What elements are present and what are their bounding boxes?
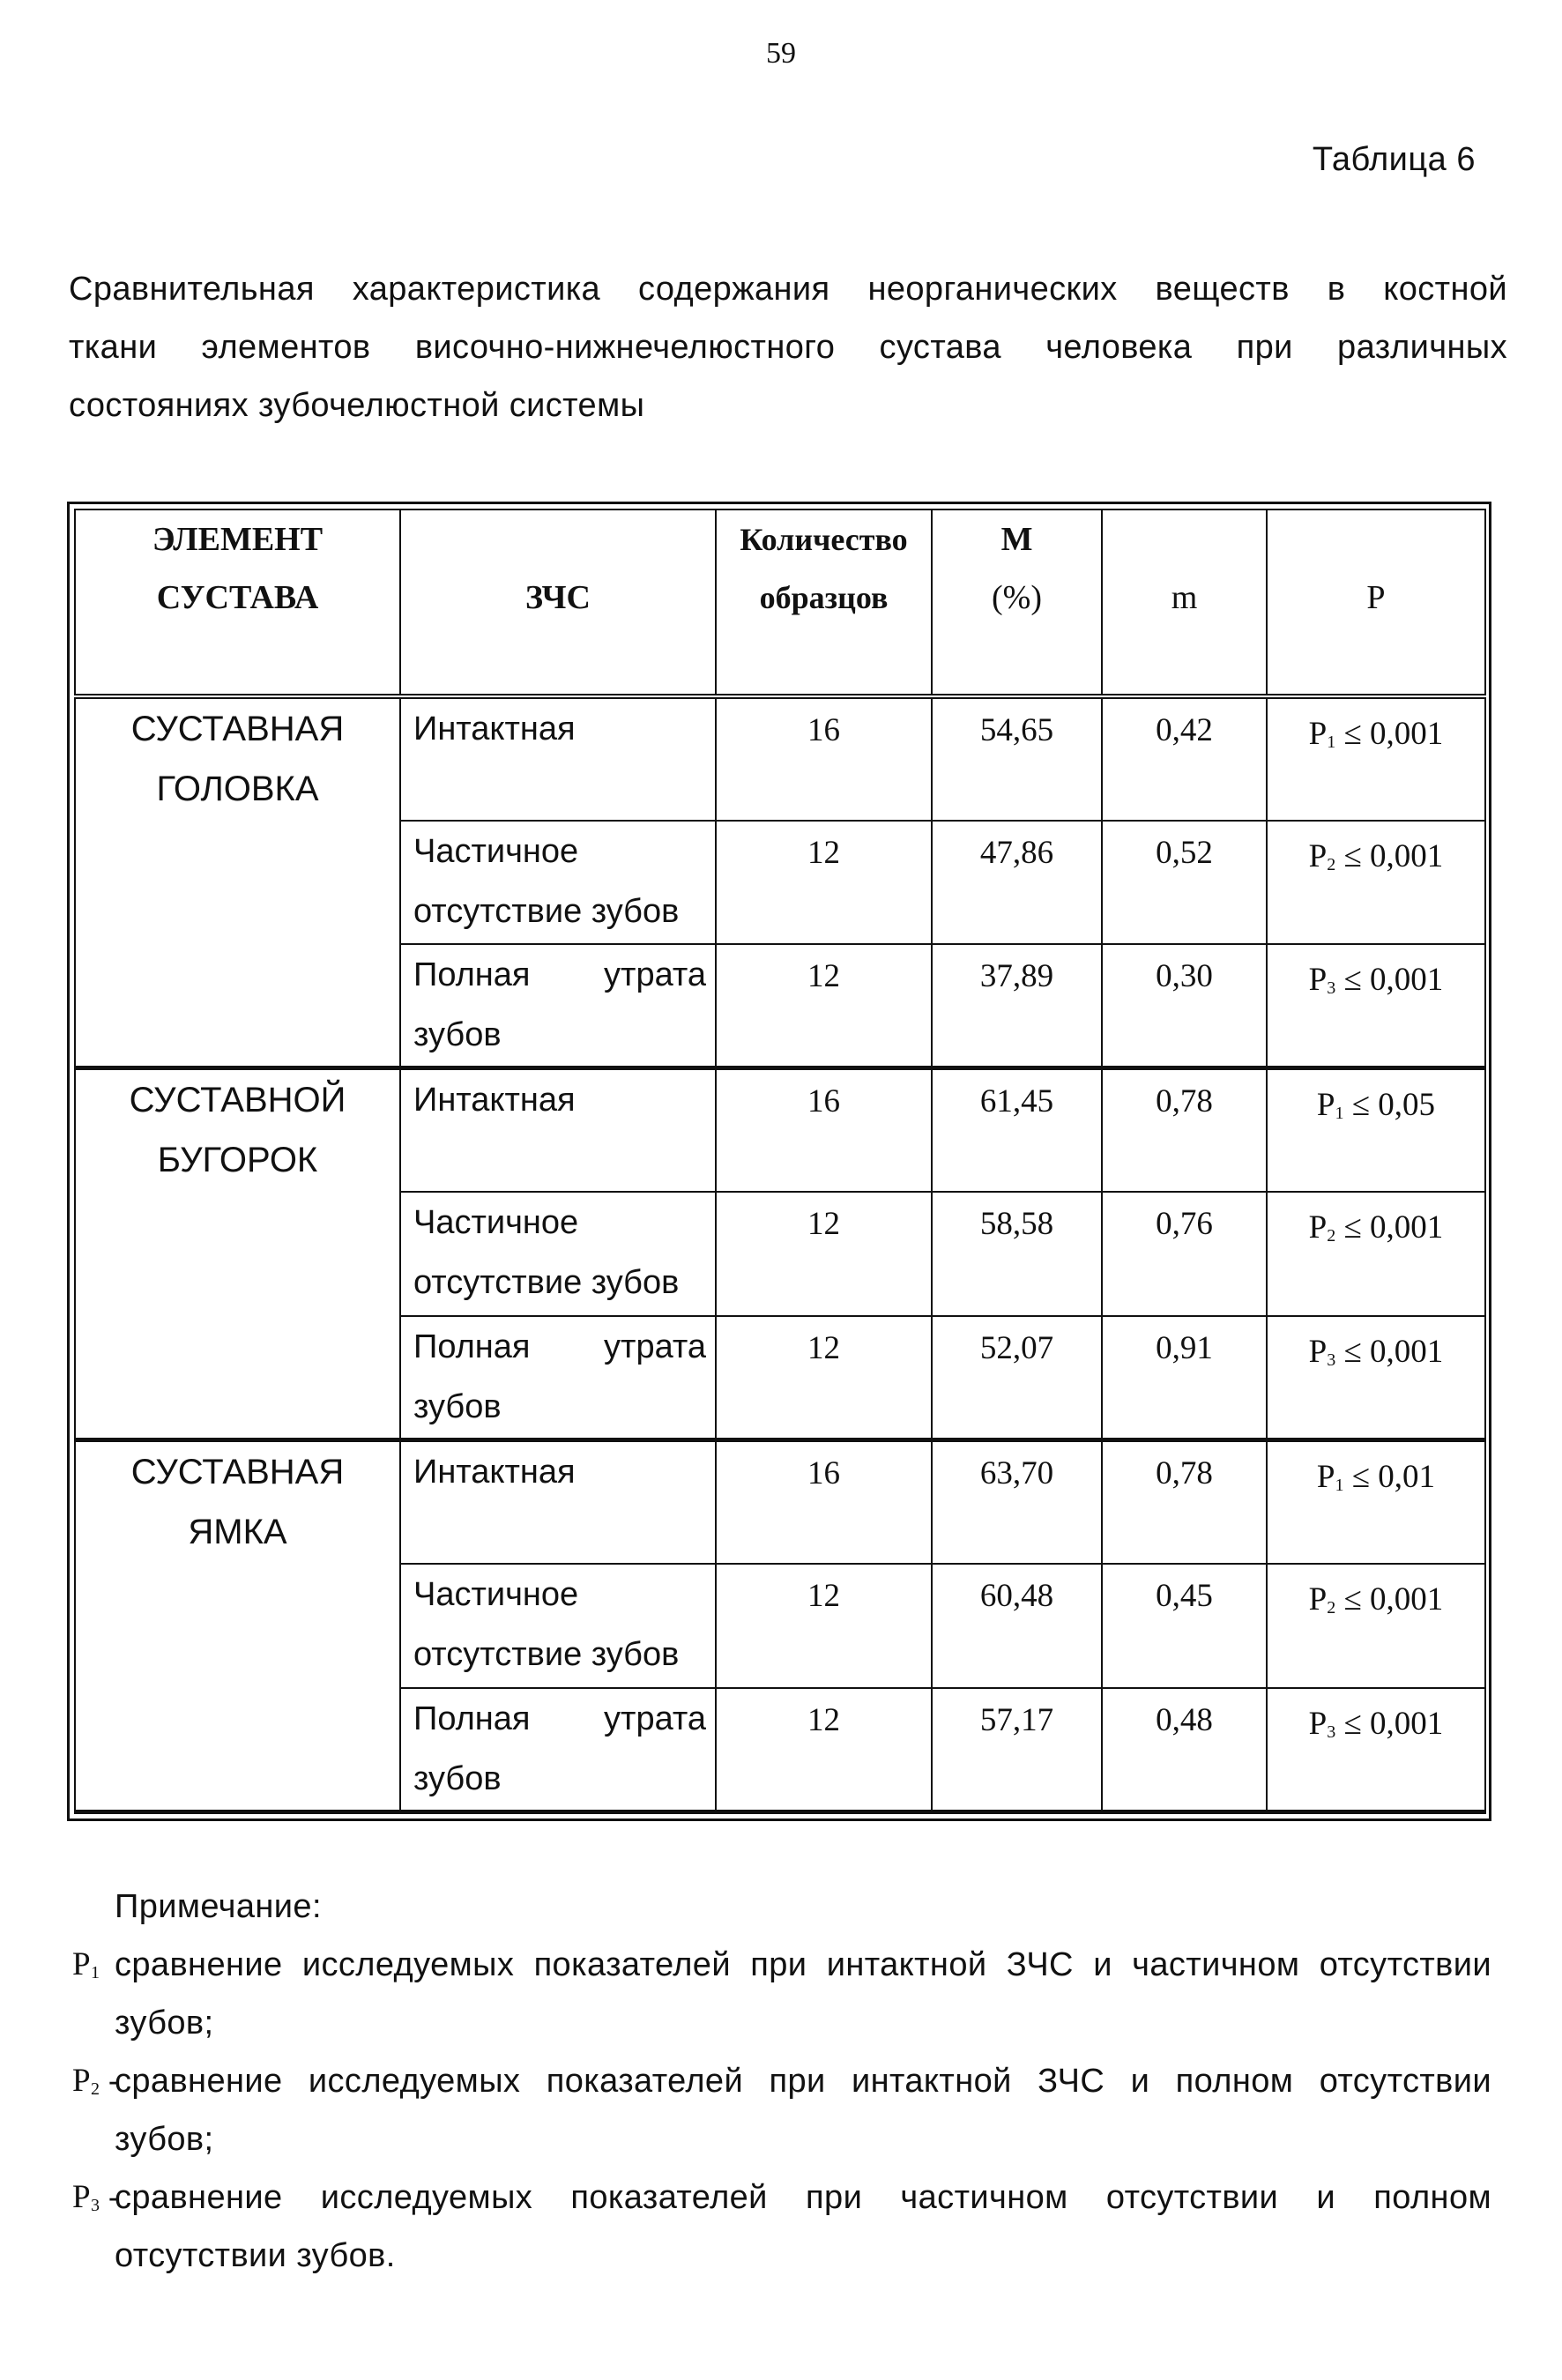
note-label: $Р_1$ [72, 1946, 100, 1982]
table-row [75, 1440, 1485, 1564]
count-cell: 16 [716, 696, 932, 820]
m-cell: 0,76 [1102, 1192, 1267, 1315]
m-cell: 0,45 [1102, 1564, 1267, 1687]
count-cell: 12 [716, 1316, 932, 1440]
header-p: Р [1267, 509, 1485, 696]
count-cell: 12 [716, 1192, 932, 1315]
note-text: сравнение исследуемых показателей при интактной ЗЧС и полном отсутствии зубов; [115, 2063, 1491, 2158]
zchs-cell: Частичное отсутствие зубов [400, 1564, 716, 1687]
p-value-cell: $Р_2 \le 0,001$ [1267, 1564, 1485, 1687]
zchs-cell: Интактная [400, 696, 716, 820]
page-number: 59 [766, 37, 796, 70]
mean-cell: 37,89 [932, 944, 1102, 1068]
zchs-cell: Частичное отсутствие зубов [400, 821, 716, 944]
table-label: Таблица 6 [1312, 141, 1476, 178]
header-element: ЭЛЕМЕНТ СУСТАВА [75, 509, 400, 696]
zchs-cell: Интактная [400, 1068, 716, 1192]
p-value-cell: $Р_1 \le 0,05$ [1267, 1068, 1485, 1192]
count-cell: 16 [716, 1068, 932, 1192]
note-text: сравнение исследуемых показателей при интактной ЗЧС и частичном отсутствии зубов; [115, 1946, 1491, 2042]
note-item [72, 2168, 1491, 2285]
caption-line: состояниях зубочелюстной системы [69, 387, 645, 424]
count-cell: 12 [716, 944, 932, 1068]
table-caption [69, 260, 1507, 435]
p-value-cell: $Р_1 \le 0,01$ [1267, 1440, 1485, 1564]
m-cell: 0,78 [1102, 1068, 1267, 1192]
p-value-cell: $Р_3 \le 0,001$ [1267, 944, 1485, 1068]
mean-cell: 54,65 [932, 696, 1102, 820]
mean-cell: 60,48 [932, 1564, 1102, 1687]
m-cell: 0,52 [1102, 821, 1267, 944]
table-row [75, 696, 1485, 820]
table-row [75, 1068, 1485, 1192]
mean-cell: 47,86 [932, 821, 1102, 944]
m-cell: 0,78 [1102, 1440, 1267, 1564]
m-cell: 0,48 [1102, 1688, 1267, 1812]
note-text: сравнение исследуемых показателей при частичном отсутствии и полном отсутствии зубов. [115, 2179, 1491, 2274]
note-item [72, 1936, 1491, 2052]
note-label: $Р_3$ - [72, 2179, 120, 2215]
joint-element-cell: СУСТАВНАЯ ГОЛОВКА [75, 696, 400, 1068]
caption-line: Сравнительная характеристика содержания неорганических веществ в костной [69, 271, 1507, 308]
joint-element-cell: СУСТАВНАЯ ЯМКА [75, 1440, 400, 1812]
header-mean: М (%) [932, 509, 1102, 696]
data-table [74, 509, 1486, 1814]
zchs-cell: Полная утрата зубов [400, 944, 716, 1068]
header-zchs: ЗЧС [400, 509, 716, 696]
zchs-cell: Интактная [400, 1440, 716, 1564]
p-value-cell: $Р_3 \le 0,001$ [1267, 1316, 1485, 1440]
m-cell: 0,30 [1102, 944, 1267, 1068]
m-cell: 0,91 [1102, 1316, 1267, 1440]
m-cell: 0,42 [1102, 696, 1267, 820]
joint-element-cell: СУСТАВНОЙ БУГОРОК [75, 1068, 400, 1440]
zchs-cell: Полная утрата зубов [400, 1316, 716, 1440]
mean-cell: 58,58 [932, 1192, 1102, 1315]
header-m: m [1102, 509, 1267, 696]
count-cell: 12 [716, 821, 932, 944]
zchs-cell: Полная утрата зубов [400, 1688, 716, 1812]
mean-cell: 57,17 [932, 1688, 1102, 1812]
count-cell: 12 [716, 1564, 932, 1687]
mean-cell: 52,07 [932, 1316, 1102, 1440]
p-value-cell: $Р_1 \le 0,001$ [1267, 696, 1485, 820]
notes [72, 1878, 1491, 2285]
header-count: Количество образцов [716, 509, 932, 696]
count-cell: 16 [716, 1440, 932, 1564]
p-value-cell: $Р_3 \le 0,001$ [1267, 1688, 1485, 1812]
count-cell: 12 [716, 1688, 932, 1812]
p-value-cell: $Р_2 \le 0,001$ [1267, 821, 1485, 944]
mean-cell: 61,45 [932, 1068, 1102, 1192]
note-item [72, 2052, 1491, 2168]
p-value-cell: $Р_2 \le 0,001$ [1267, 1192, 1485, 1315]
mean-cell: 63,70 [932, 1440, 1102, 1564]
notes-title: Примечание: [115, 1888, 322, 1925]
zchs-cell: Частичное отсутствие зубов [400, 1192, 716, 1315]
header-row [75, 509, 1485, 696]
caption-line: ткани элементов височно-нижнечелюстного сустава человека при различных [69, 329, 1507, 366]
note-label: $Р_2$ - [72, 2063, 120, 2099]
